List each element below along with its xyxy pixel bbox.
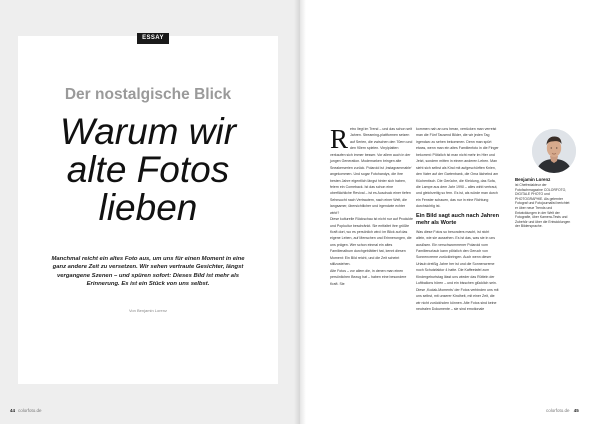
author-name: Benjamin Lorenz <box>515 177 551 182</box>
lead-paragraph: Manchmal reicht ein altes Foto aus, um uns für einen Moment in eine ganz andere Zeit zu versetzen. Wir sehen vertraute Gesichter, längst vergangene Szenen – und spüren sofort: Dieses Bild ist mehr als Erinnerung. Es ist ein Stück von uns selbst. <box>51 256 245 288</box>
body-paragraph: Alte Fotos – vor allem die, in denen man einen persönlichen Bezug hat – haben eine besondere Kraft. Sie <box>330 268 407 286</box>
page-number: 45 <box>573 408 579 413</box>
title-line: lieben <box>98 187 198 228</box>
page-number: 44 <box>10 408 16 413</box>
folio-left <box>10 408 42 413</box>
title-line: alte Fotos <box>66 149 230 190</box>
title-line: Warum wir <box>59 111 237 152</box>
folio-site: colorfoto.de <box>18 408 42 413</box>
text-column-1 <box>330 126 413 287</box>
body-paragraph: kommen nah an uns heran, verrücken man verreist man die Fünf Tausend Bilder, die wir jeden Tag irgendwo zu sehen bekommen. Denn man spürt etwas, wenn man ein altes Familienfoto in die Finger bekommt: Plötzlich ist man nicht mehr im Hier und Jetzt, sondern mitten in einem anderen Leben. Man sieht sich selbst als Kind mit aufgeschürften Knien, den Vater auf der Gartenbank, die Oma lächelnd am Küchentisch. Die Gerüche, die Kleidung, das Sofa, die Lampe aus dem Jahr 1990 – alles wirkt vertraut, und gleichzeitig so fern. Es ist, als würde man durch ein Fenster schauen, das nur in eine Richtung durchsichtig ist. <box>416 127 499 209</box>
body-paragraph: etro liegt im Trend – und das schon seit Jahren. Streaming-plattformen setzen auf Serien, die zwischen den 70ern und den 90ern spielen. Vinylplatten verkaufen sich immer besser. Vor allem auch in der jungen Generation. Modemarken bringen alte Sneakerserien zurück. Polaroid ist ‚Instagrammable‘ angekommen. Und sogar Fotohandys, die ihre besten Jahre eigentlich längst hinter sich haben, feiern ein Comeback. Ist das schon eine oberflächliche Revival – ist es Ausdruck einer tiefen Sehnsucht nach Vertrautem, nach einer Welt, die langsamer, übersichtlicher und irgendwie echter wirkt? <box>330 127 413 215</box>
article-title <box>18 113 278 227</box>
byline: Von Benjamin Lorenz <box>128 308 168 313</box>
section-tag: ESSAY <box>137 33 169 44</box>
body-paragraph: Diese kulturelle Rückschau ist nicht nur auf Produkte und Popkultur beschränkt. Sie entfaltet ihre größte Kraft dort, wo es persönlich wird: im Blick auf das eigene Leben, auf Menschen und Erinnerungen, die uns prägen. Wer schon einmal ein altes Familienalbum durchgeblättert hat, kennt diesen Moment: Ein Bild reicht, und die Zeit scheint stillzustehen. <box>330 217 413 267</box>
author-bio: ist Chefredakteur der Fotofachmagazine COLORFOTO, DIGITALE PHOTO und PHOTOGRAPHIE. Als gelernter Fotograf und Fotojournalist berichtet er über neue Trends und Entwicklungen in der Welt der Fotografie, über Kamera-Tests und Zubehör und über die Entwicklungen der Bildersprache. <box>515 183 571 229</box>
spine-shadow <box>294 0 306 424</box>
author-portrait <box>532 129 576 173</box>
text-column-2 <box>416 126 499 312</box>
folio-right <box>546 408 579 413</box>
body-paragraph: Was diese Fotos so besonders macht, ist nicht allein, wie sie aussehen. Es ist das, was sie in uns auslösen. Ein verschwommener Polaroid vom Familienurlaub kann plötzlich den Geruch von Sonnencreme zurückbringen. Auch wenn dieser Urlaub dreißig Jahre her ist und die Sonnencreme noch Schutzfaktor 4 hatte. Die Kaffeetafel zum Kindergeburtstag lässt uns wieder das Rütteln der Luftballons hören – und ein bisschen glücklich sein. Diese ,Kodak-Moments' der Fotos verbinden uns mit uns selbst, mit unserer Kindheit, mit einer Zeit, die wir nicht zurückholen können. Alte Fotos sind keine neutralen Dokumente – sie sind emotionale <box>416 229 499 311</box>
drop-cap: R <box>330 124 349 154</box>
folio-site: colorfoto.de <box>546 408 570 413</box>
kicker: Der nostalgische Blick <box>64 86 232 103</box>
subheading: Ein Bild sagt auch nach Jahren mehr als Worte <box>416 212 499 226</box>
